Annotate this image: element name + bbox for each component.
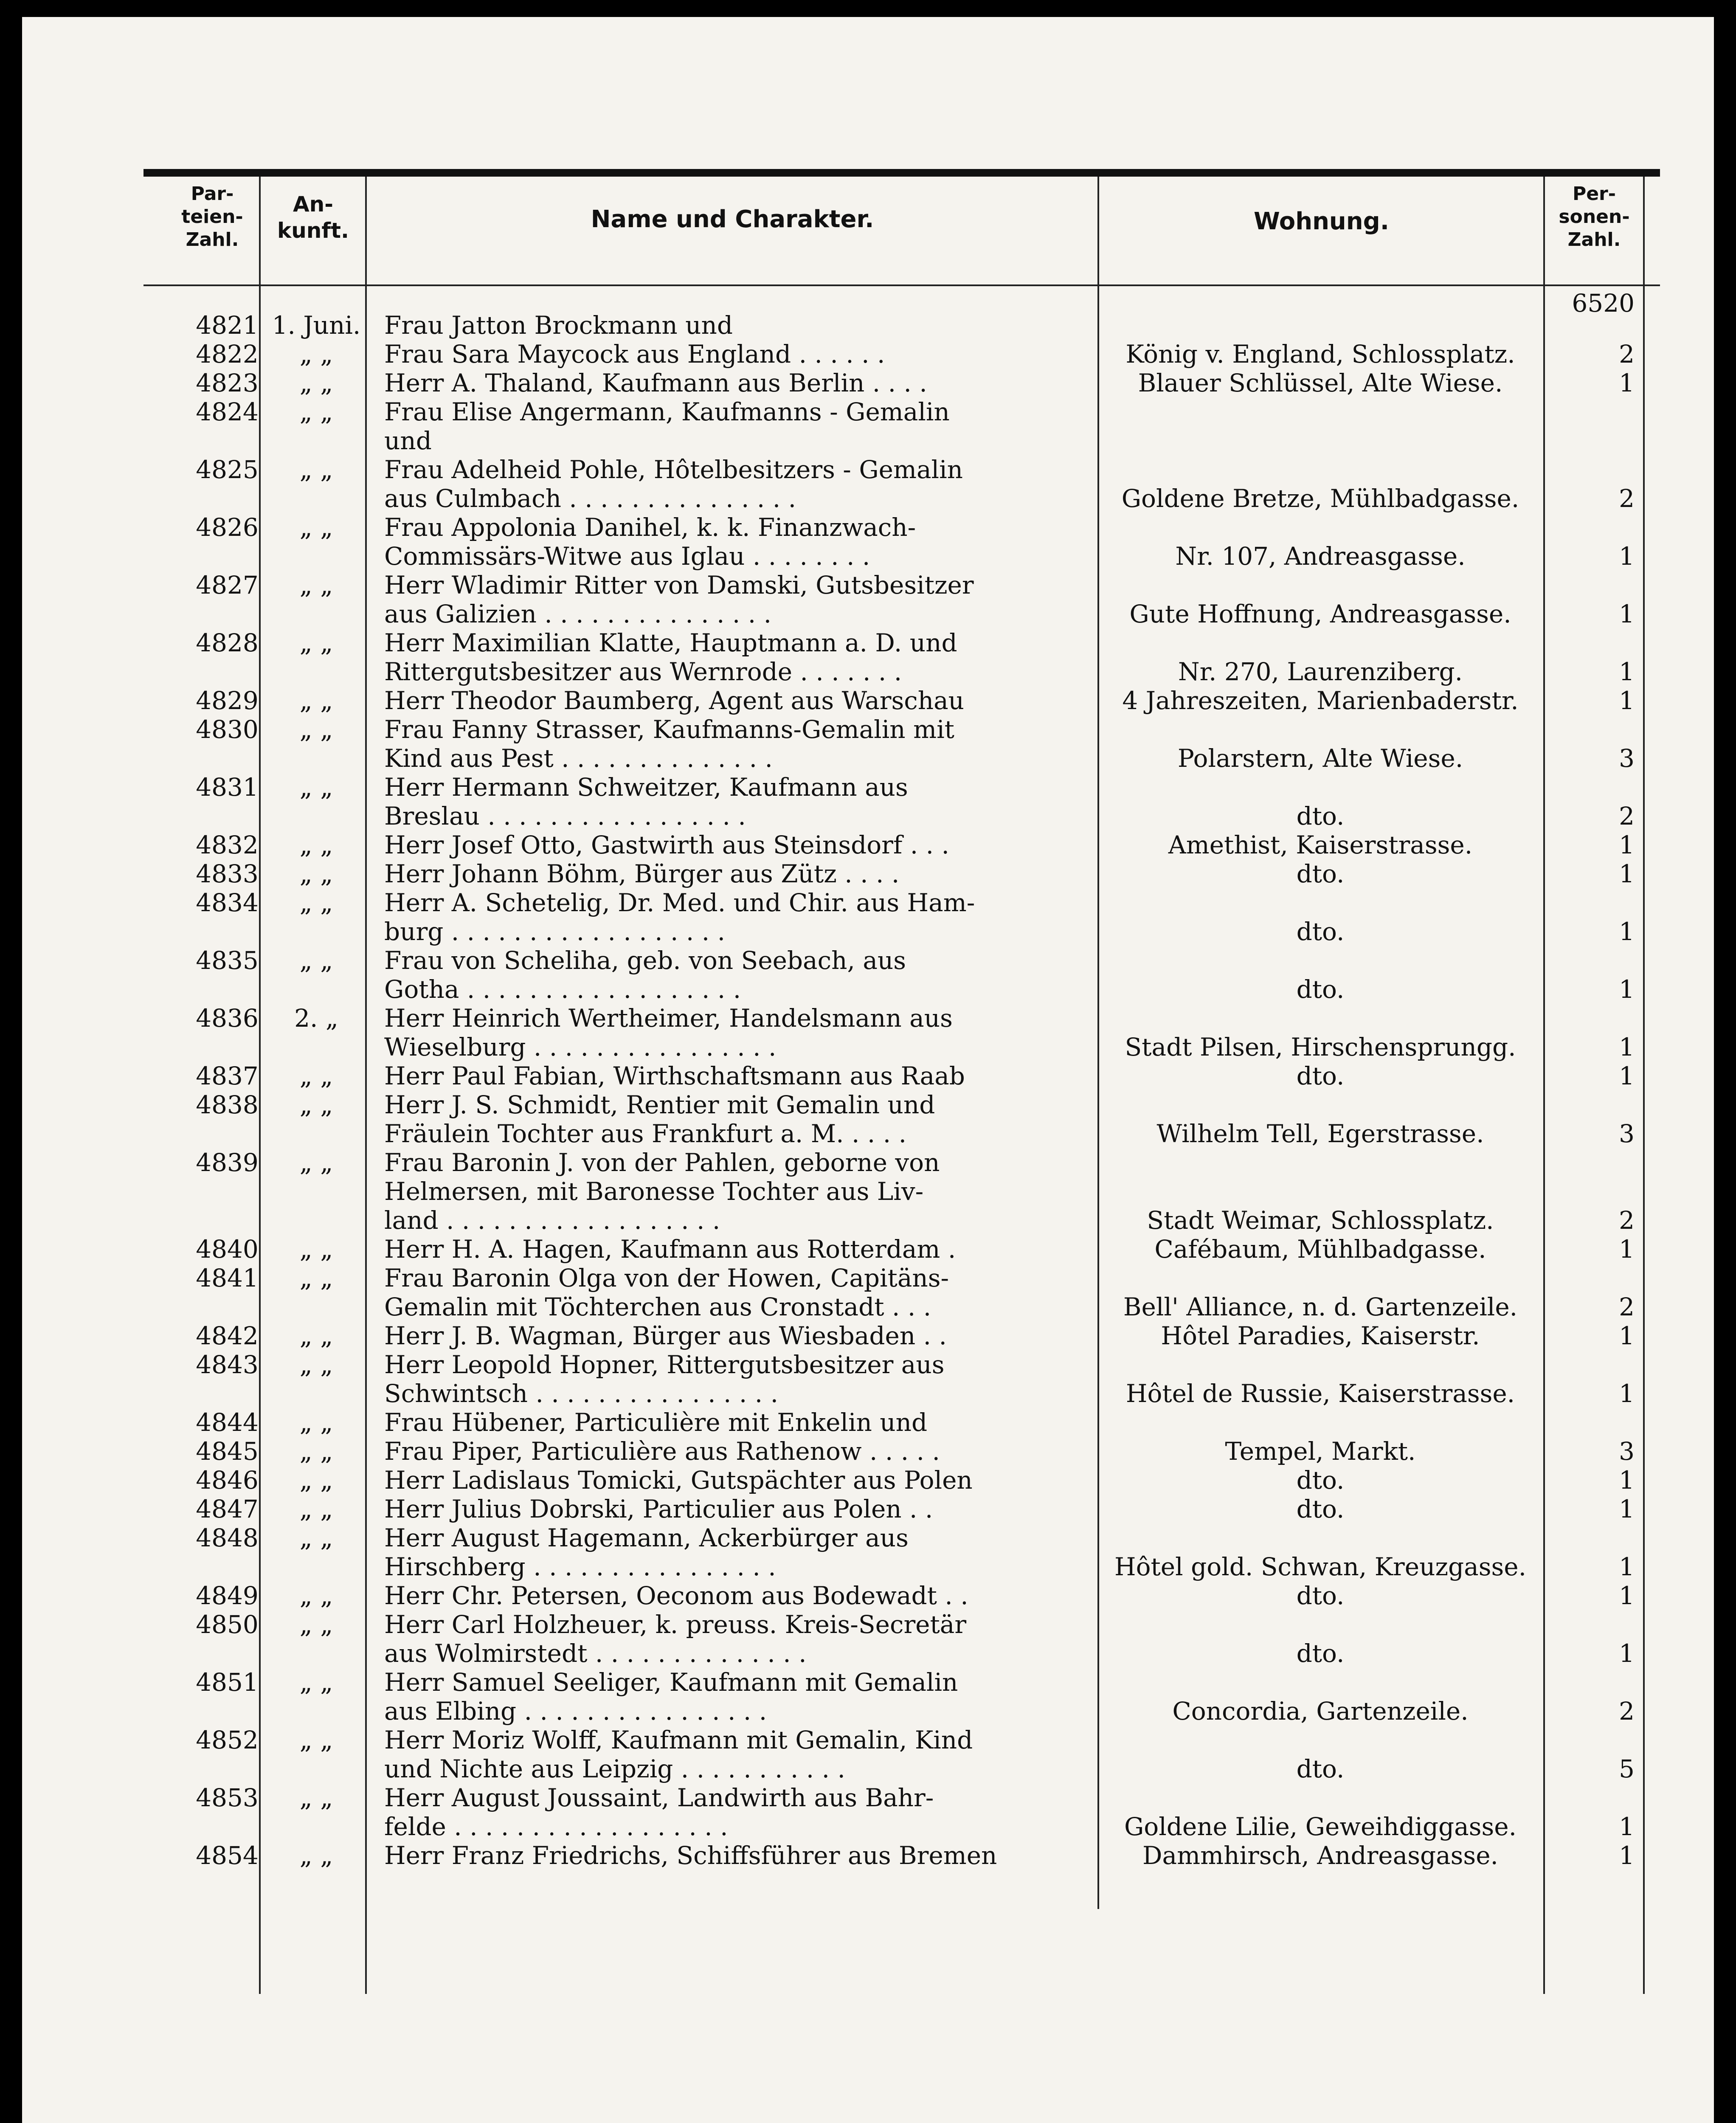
arrival-date: „ „ (299, 513, 333, 542)
entry-number: 4838 (196, 1090, 259, 1119)
entry-number: 4832 (196, 831, 259, 859)
name-and-character: Herr Josef Otto, Gastwirth aus Steinsdorf . . . (384, 831, 949, 859)
lodging: Nr. 107, Andreasgasse. (1175, 542, 1466, 571)
arrival-date: „ „ (299, 946, 333, 975)
person-count: 1 (1619, 1033, 1635, 1062)
name-and-character: Hirschberg . . . . . . . . . . . . . . . . (384, 1552, 776, 1581)
person-count: 3 (1619, 744, 1635, 773)
entry-number: 4823 (196, 369, 259, 397)
name-and-character: Herr A. Schetelig, Dr. Med. und Chir. aus Ham- (384, 888, 975, 917)
entry-number: 4843 (196, 1350, 259, 1379)
name-and-character: Herr Theodor Baumberg, Agent aus Warschau (384, 686, 965, 715)
lodging: Hôtel gold. Schwan, Kreuzgasse. (1114, 1552, 1527, 1581)
name-and-character: Gemalin mit Töchterchen aus Cronstadt . . . (384, 1292, 931, 1321)
arrival-date: „ „ (299, 1148, 333, 1177)
entry-number: 4835 (196, 946, 259, 975)
person-count: 2 (1619, 1292, 1635, 1321)
arrival-date: „ „ (299, 1581, 333, 1610)
lodging: Goldene Lilie, Geweihdiggasse. (1124, 1812, 1517, 1841)
arrival-date: „ „ (299, 340, 333, 369)
lodging: Gute Hoffnung, Andreasgasse. (1129, 600, 1511, 628)
person-count: 1 (1619, 1235, 1635, 1264)
entry-number: 4825 (196, 455, 259, 484)
name-and-character: Frau Piper, Particulière aus Rathenow . . . . . (384, 1437, 940, 1466)
name-and-character: burg . . . . . . . . . . . . . . . . . . (384, 917, 726, 946)
entry-number: 4851 (196, 1668, 259, 1697)
header-personen-zahl: Per- sonen- Zahl. (1559, 183, 1630, 251)
entry-number: 4842 (196, 1321, 259, 1350)
arrival-date: „ „ (299, 1350, 333, 1379)
name-and-character: felde . . . . . . . . . . . . . . . . . . (384, 1812, 728, 1841)
entry-number: 4837 (196, 1062, 259, 1090)
entry-number: 4845 (196, 1437, 259, 1466)
name-and-character: Gotha . . . . . . . . . . . . . . . . . . (384, 975, 741, 1004)
entry-number: 4849 (196, 1581, 259, 1610)
header-parteien-zahl: Par- teien- Zahl. (181, 183, 243, 251)
person-count: 1 (1619, 975, 1635, 1004)
person-count: 1 (1619, 831, 1635, 859)
name-and-character: Wieselburg . . . . . . . . . . . . . . . . (384, 1033, 777, 1062)
lodging: Stadt Weimar, Schlossplatz. (1147, 1206, 1494, 1235)
name-and-character: und Nichte aus Leipzig . . . . . . . . . . . (384, 1754, 845, 1783)
arrival-date: 1. Juni. (272, 311, 361, 340)
name-and-character: Herr Wladimir Ritter von Damski, Gutsbesitzer (384, 571, 974, 600)
person-count: 2 (1619, 340, 1635, 369)
arrival-date: „ „ (299, 1090, 333, 1119)
person-count: 1 (1619, 1581, 1635, 1610)
lodging: Wilhelm Tell, Egerstrasse. (1156, 1119, 1484, 1148)
entry-number: 4844 (196, 1408, 259, 1437)
person-count: 1 (1619, 1062, 1635, 1090)
name-and-character: land . . . . . . . . . . . . . . . . . . (384, 1206, 720, 1235)
name-and-character: Kind aus Pest . . . . . . . . . . . . . . (384, 744, 773, 773)
column-rule (1643, 177, 1645, 1994)
entry-number: 4850 (196, 1610, 259, 1639)
arrival-date: „ „ (299, 773, 333, 802)
carry-over-total: 6520 (1572, 289, 1635, 318)
arrival-date: „ „ (299, 455, 333, 484)
entry-number: 4830 (196, 715, 259, 744)
name-and-character: aus Galizien . . . . . . . . . . . . . . . (384, 600, 772, 628)
entry-number: 4831 (196, 773, 259, 802)
person-count: 1 (1619, 1495, 1635, 1523)
entry-number: 4846 (196, 1466, 259, 1495)
name-and-character: Frau Baronin J. von der Pahlen, geborne von (384, 1148, 940, 1177)
name-and-character: und (384, 426, 432, 455)
name-and-character: Herr August Hagemann, Ackerbürger aus (384, 1523, 909, 1552)
name-and-character: Schwintsch . . . . . . . . . . . . . . . . (384, 1379, 778, 1408)
person-count: 3 (1619, 1437, 1635, 1466)
entry-number: 4841 (196, 1264, 259, 1292)
header-name-charakter: Name und Charakter. (591, 206, 874, 233)
arrival-date: „ „ (299, 571, 333, 600)
name-and-character: Rittergutsbesitzer aus Wernrode . . . . . . . (384, 657, 902, 686)
person-count: 1 (1619, 600, 1635, 628)
lodging: Stadt Pilsen, Hirschensprungg. (1125, 1033, 1516, 1062)
arrival-date: „ „ (299, 1437, 333, 1466)
header-rule (143, 284, 1660, 286)
name-and-character: Herr A. Thaland, Kaufmann aus Berlin . . . . (384, 369, 927, 397)
person-count: 3 (1619, 1119, 1635, 1148)
name-and-character: Frau Sara Maycock aus England . . . . . . (384, 340, 885, 369)
entry-number: 4836 (196, 1004, 259, 1033)
entry-number: 4826 (196, 513, 259, 542)
person-count: 1 (1619, 1552, 1635, 1581)
lodging: dto. (1296, 802, 1345, 831)
arrival-date: „ „ (299, 1466, 333, 1495)
entry-number: 4853 (196, 1783, 259, 1812)
arrival-date: „ „ (299, 859, 333, 888)
name-and-character: Herr Leopold Hopner, Rittergutsbesitzer aus (384, 1350, 945, 1379)
lodging: dto. (1296, 1581, 1345, 1610)
entry-number: 4828 (196, 628, 259, 657)
person-count: 1 (1619, 686, 1635, 715)
name-and-character: Commissärs-Witwe aus Iglau . . . . . . . . (384, 542, 870, 571)
name-and-character: Herr J. S. Schmidt, Rentier mit Gemalin und (384, 1090, 935, 1119)
name-and-character: Breslau . . . . . . . . . . . . . . . . . (384, 802, 746, 831)
arrival-date: „ „ (299, 1523, 333, 1552)
lodging: Dammhirsch, Andreasgasse. (1142, 1841, 1498, 1870)
lodging: dto. (1296, 1754, 1345, 1783)
entry-number: 4839 (196, 1148, 259, 1177)
arrival-date: „ „ (299, 1783, 333, 1812)
name-and-character: Herr Carl Holzheuer, k. preuss. Kreis-Secretär (384, 1610, 967, 1639)
arrival-date: „ „ (299, 1495, 333, 1523)
name-and-character: Herr Paul Fabian, Wirthschaftsmann aus Raab (384, 1062, 965, 1090)
arrival-date: „ „ (299, 715, 333, 744)
entry-number: 4822 (196, 340, 259, 369)
lodging: Concordia, Gartenzeile. (1172, 1697, 1469, 1726)
arrival-date: „ „ (299, 1408, 333, 1437)
column-rule (1543, 177, 1545, 1994)
arrival-date: „ „ (299, 1062, 333, 1090)
lodging: Goldene Bretze, Mühlbadgasse. (1121, 484, 1519, 513)
name-and-character: Herr Maximilian Klatte, Hauptmann a. D. und (384, 628, 957, 657)
lodging: Cafébaum, Mühlbadgasse. (1154, 1235, 1486, 1264)
arrival-date: „ „ (299, 686, 333, 715)
entry-number: 4852 (196, 1726, 259, 1754)
name-and-character: Frau Fanny Strasser, Kaufmanns-Gemalin mit (384, 715, 954, 744)
lodging: dto. (1296, 859, 1345, 888)
lodging: Tempel, Markt. (1225, 1437, 1416, 1466)
lodging: dto. (1296, 1639, 1345, 1668)
person-count: 1 (1619, 1379, 1635, 1408)
entry-number: 4834 (196, 888, 259, 917)
lodging: dto. (1296, 975, 1345, 1004)
name-and-character: Herr August Joussaint, Landwirth aus Bahr- (384, 1783, 934, 1812)
name-and-character: Frau Jatton Brockmann und (384, 311, 733, 340)
column-rule (1097, 177, 1099, 1909)
entry-number: 4848 (196, 1523, 259, 1552)
name-and-character: Herr J. B. Wagman, Bürger aus Wiesbaden . . (384, 1321, 947, 1350)
name-and-character: aus Wolmirstedt . . . . . . . . . . . . . . (384, 1639, 807, 1668)
person-count: 1 (1619, 1639, 1635, 1668)
name-and-character: Frau Hübener, Particulière mit Enkelin und (384, 1408, 928, 1437)
person-count: 2 (1619, 802, 1635, 831)
arrival-date: 2. „ (294, 1004, 338, 1033)
lodging: dto. (1296, 1495, 1345, 1523)
lodging: Nr. 270, Laurenziberg. (1178, 657, 1463, 686)
arrival-date: „ „ (299, 1726, 333, 1754)
person-count: 2 (1619, 1206, 1635, 1235)
header-ankunft: An- kunft. (277, 192, 349, 243)
entry-number: 4840 (196, 1235, 259, 1264)
name-and-character: Herr Heinrich Wertheimer, Handelsmann aus (384, 1004, 953, 1033)
arrival-date: „ „ (299, 1841, 333, 1870)
name-and-character: Frau Appolonia Danihel, k. k. Finanzwach- (384, 513, 916, 542)
lodging: König v. England, Schlossplatz. (1125, 340, 1515, 369)
person-count: 1 (1619, 542, 1635, 571)
arrival-date: „ „ (299, 1610, 333, 1639)
entry-number: 4854 (196, 1841, 259, 1870)
lodging: Polarstern, Alte Wiese. (1177, 744, 1463, 773)
lodging: dto. (1296, 1062, 1345, 1090)
name-and-character: Herr Moriz Wolff, Kaufmann mit Gemalin, Kind (384, 1726, 973, 1754)
arrival-date: „ „ (299, 1321, 333, 1350)
entry-number: 4833 (196, 859, 259, 888)
person-count: 5 (1619, 1754, 1635, 1783)
person-count: 1 (1619, 917, 1635, 946)
name-and-character: Frau Adelheid Pohle, Hôtelbesitzers - Gemalin (384, 455, 963, 484)
lodging: 4 Jahreszeiten, Marienbaderstr. (1122, 686, 1519, 715)
name-and-character: aus Culmbach . . . . . . . . . . . . . . . (384, 484, 796, 513)
person-count: 1 (1619, 1321, 1635, 1350)
person-count: 1 (1619, 859, 1635, 888)
person-count: 2 (1619, 1697, 1635, 1726)
person-count: 1 (1619, 1466, 1635, 1495)
name-and-character: Herr Hermann Schweitzer, Kaufmann aus (384, 773, 908, 802)
top-rule (143, 169, 1660, 177)
arrival-date: „ „ (299, 888, 333, 917)
name-and-character: Frau Elise Angermann, Kaufmanns - Gemalin (384, 397, 950, 426)
person-count: 1 (1619, 1812, 1635, 1841)
name-and-character: Fräulein Tochter aus Frankfurt a. M. . . . . (384, 1119, 907, 1148)
name-and-character: aus Elbing . . . . . . . . . . . . . . . . (384, 1697, 767, 1726)
person-count: 1 (1619, 1841, 1635, 1870)
name-and-character: Frau von Scheliha, geb. von Seebach, aus (384, 946, 906, 975)
name-and-character: Herr Julius Dobrski, Particulier aus Polen . . (384, 1495, 933, 1523)
name-and-character: Herr Johann Böhm, Bürger aus Zütz . . . . (384, 859, 900, 888)
name-and-character: Herr Franz Friedrichs, Schiffsführer aus Bremen (384, 1841, 997, 1870)
arrival-date: „ „ (299, 1668, 333, 1697)
arrival-date: „ „ (299, 628, 333, 657)
entry-number: 4847 (196, 1495, 259, 1523)
lodging: Hôtel Paradies, Kaiserstr. (1161, 1321, 1480, 1350)
lodging: Blauer Schlüssel, Alte Wiese. (1138, 369, 1503, 397)
header-wohnung: Wohnung. (1253, 208, 1390, 235)
arrival-date: „ „ (299, 397, 333, 426)
person-count: 2 (1619, 484, 1635, 513)
entry-number: 4829 (196, 686, 259, 715)
person-count: 1 (1619, 657, 1635, 686)
name-and-character: Herr Ladislaus Tomicki, Gutspächter aus Polen (384, 1466, 973, 1495)
name-and-character: Herr H. A. Hagen, Kaufmann aus Rotterdam . (384, 1235, 956, 1264)
entry-number: 4827 (196, 571, 259, 600)
lodging: Bell' Alliance, n. d. Gartenzeile. (1123, 1292, 1518, 1321)
name-and-character: Herr Chr. Petersen, Oeconom aus Bodewadt . . (384, 1581, 968, 1610)
person-count: 1 (1619, 369, 1635, 397)
lodging: dto. (1296, 917, 1345, 946)
entry-number: 4821 (196, 311, 259, 340)
name-and-character: Frau Baronin Olga von der Howen, Capitäns- (384, 1264, 949, 1292)
arrival-date: „ „ (299, 1235, 333, 1264)
name-and-character: Herr Samuel Seeliger, Kaufmann mit Gemalin (384, 1668, 958, 1697)
arrival-date: „ „ (299, 369, 333, 397)
arrival-date: „ „ (299, 1264, 333, 1292)
arrival-date: „ „ (299, 831, 333, 859)
entry-number: 4824 (196, 397, 259, 426)
lodging: dto. (1296, 1466, 1345, 1495)
lodging: Hôtel de Russie, Kaiserstrasse. (1125, 1379, 1515, 1408)
lodging: Amethist, Kaiserstrasse. (1168, 831, 1473, 859)
name-and-character: Helmersen, mit Baronesse Tochter aus Liv- (384, 1177, 924, 1206)
